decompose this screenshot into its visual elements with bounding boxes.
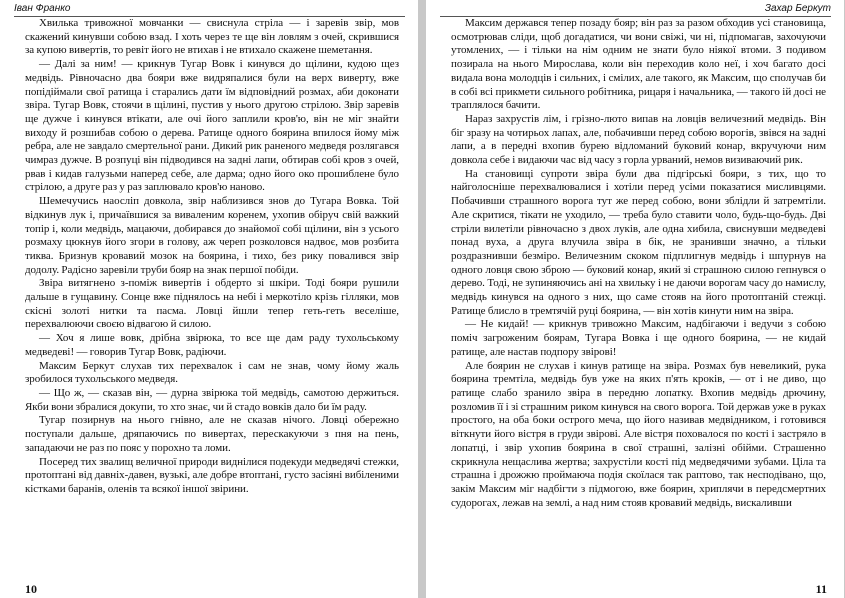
page-body <box>451 17 826 510</box>
paragraph: Шемечучись наосліп довкола, звір наблизився знов до Тугара Вовка. Той відкинув лук і, причаївшися за виваленим коренем, ухопив обіруч свій важкий топір і, коли медвідь, мацаючи, добирався до знайомої собі щілини, він з усього розмаху цюкнув його згори в голову, аж череп розколовся надвоє, мов розбита тиква. Бризнув кровавий мозок на боярина, і тихо, без рику повалився звір додолу. Радісно заревіли труби бояр на знак першої побіди. <box>25 195 399 276</box>
running-header-author: Іван Франко <box>14 3 71 14</box>
page-number: 11 <box>815 582 827 596</box>
paragraph: Максим держався тепер позаду бояр; він раз за разом обходив усі становища, осмотрював сліди, щоб догадатися, чи вони свіжі, чи ні, підпомагав, захочуючи утомлених, — і тільки на нім одним не знати було ніякої втоми. З подивом позирала на нього Мирослава, коли він переходив коло неї, і хоч багато досі видала вона молодців і сильних, і смілих, але такого, як Максим, що сполучав би в собі всі прикмети сильного робітника, рицаря і начальника, — такого ій досі не траплялося бачити. <box>451 17 826 112</box>
paragraph: — Що ж, — сказав він, — дурна звірюка той медвідь, самотою держиться. Якби вони збралися докупи, то хто знає, чи й стадо вовків дало би їм раду. <box>25 386 399 413</box>
page-body <box>25 17 399 497</box>
paragraph: На становищі супроти звіра були два підгірські бояри, з тих, що то найголосніше перехвалювалися і хотіли перед усіми показатися мисливцями. Побачивши страшного ворога тут же перед собою, вони зблідли й затремтіли. Але скритися, тікати не уходило, — треба було ставити чоло, будь-що-будь. Дві стріли вилетіли рівночасно з двох луків, але одна хибила, свиснувши медведеві понад вуха, а друга влучила звіра в бік, не зранивши значно, а тільки роздразнивши безміро. Величезним скоком підплигнув медвідь і шпурнув на одного ловця свою зброю — буковий конар, який зі страшною силою гепнувся о дерево. Тоді, не зупиняючись ані на хвильку і не даючи ворогам часу до намислу, медвідь кинувся на одного з них, що саме стояв на його протоптаній стежці. Ратище блисло в тремтячій руці боярина, — він хотів кинути ним на звіра. <box>451 167 826 317</box>
paragraph: Хвилька тривожної мовчанки — свиснула стріла — і заревів звір, мов скажений кинувши собою взад. І хоть через те ще він ловлям з очей, скрившися за купою вивертів, то ревіт його не втихав і не втихало скажене шеметання. <box>25 17 399 57</box>
paragraph: Нараз захрустів лім, і грізно-лютo випав на ловців величезний медвідь. Він біг зразу на чотирьох лапах, але, побачивши перед собою ворогів, звівся на задні лапи, а в передні вхопив бурею відломаний буковий конар, вкручуючи ним довкола себе і видаючи час від часу з горла урваний, немов визиваючий рик. <box>451 112 826 167</box>
paragraph: Тугар позирнув на нього гнівно, але не сказав нічого. Ловці обережно поступали дальше, дряпаючись по вивертах, перескакуючи з пня на пень, западаючи не раз по пояс у порохно та ломи. <box>25 414 399 454</box>
paragraph: Але боярин не слухав і кинув ратище на звіра. Розмах був невеликий, рука боярина тремтіла, медвідь був уже на яких п'ять кроків, — от і не диво, що ратище слабо зранило звіра в передню лопатку. Вхопив медвідь дрючину, розломив її і зі страшним риком кинувся на свого ворога. Той держав уже в руках простого, на оба боки острого меча, що його називав медвідником, і готовився віткнути його вістря в груди звірові. Але вістря поховалося по кості і застряло в лопатці, і звір ухопив боярина в свої страшні, залізні обійми. Страшенно скрикнула нещаслива жертва; захрустіли кості під медведячими зубами. Ціла та страшна і дрожжю проймаюча подія скоїлася так раптово, так несподівано, що, закім Максим міг надбігти з підмогою, вже боярин, хриплячи в передсмертних судорогах, лежав на землі, а над ним стояв кровавий медвідь, вискаливши <box>451 359 826 509</box>
paragraph: — Хоч я лише вовк, дрібна звірюка, то все ще дам раду тухольському медведеві! — говорив Тугар Вовк, радіючи. <box>25 332 399 358</box>
running-header-title: Захар Беркут <box>764 3 831 14</box>
paragraph: — Далі за ним! — крикнув Тугар Вовк і кинувся до щілини, кудою щез медвідь. Рівночасно два бояри вже видряпалися були на верх виверту, вже попідіймали свої ратища і старались дати їм відповідний розмах, аби доконати звіра. Тугар Вовк, стоячи в щілині, пустив у нього другою стрілою. Звір заревів ще дужче і кинувся втікати, але очі його заплили кров'ю, він не міг знайти виходу й розшибав собою о дерева. Ратище одного боярина впилося йому між ребра, але не завдало смертельної рани. Дикий рик раненого медведя розлягався чимраз дужче. В розпуці він підводився на задні лапи, обтирав собі кров з очей, рвав і кидав галузьми наперед себе, але дарма; одно його око прошиблене було стрілою, а друге раз у раз заплювало кров'ю наново. <box>25 58 399 194</box>
left-page <box>0 0 418 598</box>
page-number: 10 <box>25 582 37 596</box>
paragraph: Звіра витягнено з-поміж вивертів і обдерто зі шкіри. Тоді бояри рушили дальше в гущавину. Сонце вже піднялось на небі і меркотіло крізь гілляки, мов скісні золоті нитки та пасма. Ловці йшли тепер геть-геть веселіше, перехвалюючи своєю відвагою й силою. <box>25 277 399 331</box>
paragraph: — Не кидай! — крикнув тривожно Максим, надбігаючи і ведучи з собою поміч загроженим боярам, Тугара Вовка і ще одного боярина, — не кидай ратище, але настав подпору звірові! <box>451 318 826 358</box>
paragraph: Посеред тих звалищ величної природи виднілися подекуди медведячі стежки, протоптані від давніх-давен, вузькі, але добре втоптані, густо засіяні вибіленими кістками баранів, оленів та всякої іншої звірини. <box>25 455 399 495</box>
paragraph: Максим Беркут слухав тих перехвалок і сам не знав, чому йому жаль зробилося тухольського медведя. <box>25 359 399 386</box>
right-page <box>426 0 844 598</box>
